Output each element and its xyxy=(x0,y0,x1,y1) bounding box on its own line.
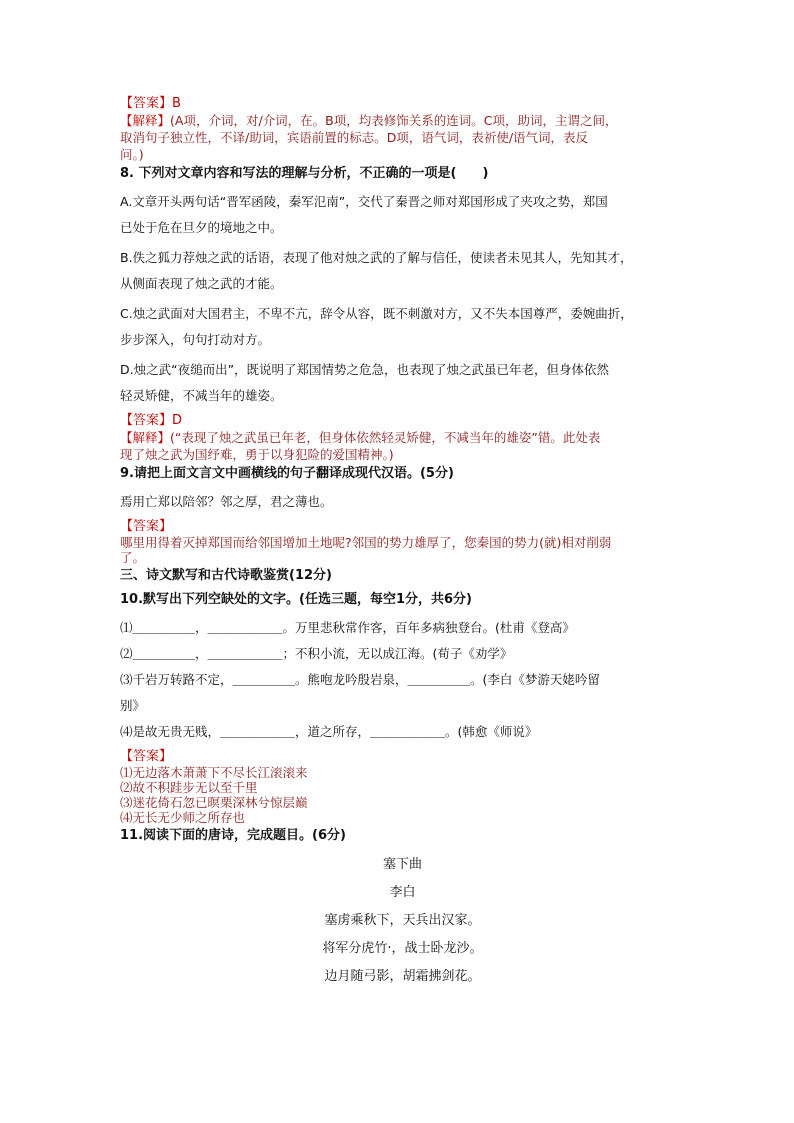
q9-answer-line-1: 哪里用得着灭掉郑国而给邻国增加土地呢?邻国的势力雄厚了，您秦国的势力(就)相对削弱 xyxy=(120,535,612,550)
q7-answer xyxy=(120,96,685,112)
q8-answer xyxy=(120,413,685,429)
q10-answer-1: ⑴无边落木萧萧下不尽长江滚滚来 xyxy=(120,765,308,780)
answer-label: 【答案】 xyxy=(120,413,173,428)
q8-title: 8. 下列对文章内容和写法的理解与分析，不正确的一项是( ) xyxy=(120,166,489,181)
explanation-label: 【解释】 xyxy=(120,113,171,128)
poem-author: 李白 xyxy=(389,885,416,900)
q8-option-b-line-2: 从侧面表现了烛之武的才能。 xyxy=(120,276,283,291)
q9-answer-line-2: 了。 xyxy=(120,550,146,565)
q10-answer-2: ⑵故不积跬步无以至千里 xyxy=(120,780,258,795)
q10-item-4: ⑷是故无贵无贱，＿＿＿＿＿＿，道之所存，＿＿＿＿＿＿。(韩愈《师说》 xyxy=(120,724,538,739)
q8-explanation-line-1 xyxy=(120,429,685,446)
q8-option-d-line-1: D.烛之武“夜缒而出”，既说明了郑国情势之危急，也表现了烛之武虽已年老，但身体依然 xyxy=(120,362,610,377)
document-content xyxy=(120,96,685,991)
q10-item-1: ⑴＿＿＿＿＿，＿＿＿＿＿＿。万里悲秋常作客，百年多病独登台。(杜甫《登高》 xyxy=(120,620,575,635)
answer-label: 【答案】 xyxy=(120,96,173,111)
poem-title: 塞下曲 xyxy=(382,857,422,872)
q10-item-3-line-2: 别》 xyxy=(120,698,146,713)
q8-option-a-line-2: 已处于危在旦夕的境地之中。 xyxy=(120,220,283,235)
q10-answer-label: 【答案】 xyxy=(120,749,173,764)
q8-option-c xyxy=(120,301,685,353)
q8-answer-letter: D xyxy=(172,413,183,428)
q8-option-b-line-1: B.佚之狐力荐烛之武的话语，表现了他对烛之武的了解与信任，使读者未见其人，先知其才， xyxy=(120,250,633,265)
q9-sentence: 焉用亡郑以陪邻？邻之厚，君之薄也。 xyxy=(120,494,333,509)
q10-answer-4: ⑷无长无少师之所存也 xyxy=(120,810,246,825)
q8-option-d-line-2: 轻灵矫健，不减当年的雄姿。 xyxy=(120,388,283,403)
section-3-title: 三、诗文默写和古代诗歌鉴赏(12分) xyxy=(120,568,332,583)
poem-line-1: 塞虏乘秋下，天兵出汉家。 xyxy=(324,913,481,928)
q7-explanation-text-1: (A项，介词，对/介词，在。B项，均表修饰关系的连词。C项，助词，主谓之间， xyxy=(170,113,618,128)
poem-line-3: 边月随弓影，胡霜拂剑花。 xyxy=(324,969,481,984)
q10-item-3-line-1: ⑶千岩万转路不定，＿＿＿＿＿。熊咆龙吟殷岩泉，＿＿＿＿＿。(李白《梦游天姥吟留 xyxy=(120,672,600,687)
q10-title: 10.默写出下列空缺处的文字。(任选三题，每空1分，共6分) xyxy=(120,592,473,607)
q7-explanation-line-1 xyxy=(120,112,685,129)
q9-title: 9.请把上面文言文中画横线的句子翻译成现代汉语。(5分) xyxy=(120,466,454,481)
q10-answer-3: ⑶迷花倚石忽已暝栗深林兮惊层巅 xyxy=(120,795,308,810)
q8-option-b xyxy=(120,245,685,297)
q8-option-c-line-1: C.烛之武面对大国君主，不卑不亢，辞令从容，既不刺激对方，又不失本国尊严，委婉曲折， xyxy=(120,306,633,321)
explanation-label: 【解释】 xyxy=(120,430,171,445)
q8-explanation-text-1: (“表现了烛之武虽已年老，但身体依然轻灵矫健，不减当年的雄姿”错。此处表 xyxy=(170,430,601,445)
q10-item-2: ⑵＿＿＿＿＿，＿＿＿＿＿＿；不积小流，无以成江海。(荀子《劝学》 xyxy=(120,646,513,661)
poem-line-2: 将军分虎竹·，战士卧龙沙。 xyxy=(322,941,483,956)
q8-explanation-line-2: 现了烛之武为国纾难，勇于以身犯险的爱国精神。) xyxy=(120,447,394,462)
q7-explanation-line-3: 问。) xyxy=(120,147,144,162)
q7-explanation-line-2: 取消句子独立性，不译/助词，宾语前置的标志。D项，语气词，表祈使/语气词，表反 xyxy=(120,130,589,145)
q8-option-a-line-1: A.文章开头两句话“晋军函陵，秦军氾南”，交代了秦晋之师对郑国形成了夹攻之势，郑国 xyxy=(120,194,608,209)
q11-title: 11.阅读下面的唐诗，完成题目。(6分) xyxy=(120,828,346,843)
q8-option-c-line-2: 步步深入，句句打动对方。 xyxy=(120,332,271,347)
q9-answer-label: 【答案】 xyxy=(120,519,173,534)
q7-answer-letter: B xyxy=(172,96,181,111)
q8-option-a xyxy=(120,189,685,241)
q8-option-d xyxy=(120,357,685,409)
